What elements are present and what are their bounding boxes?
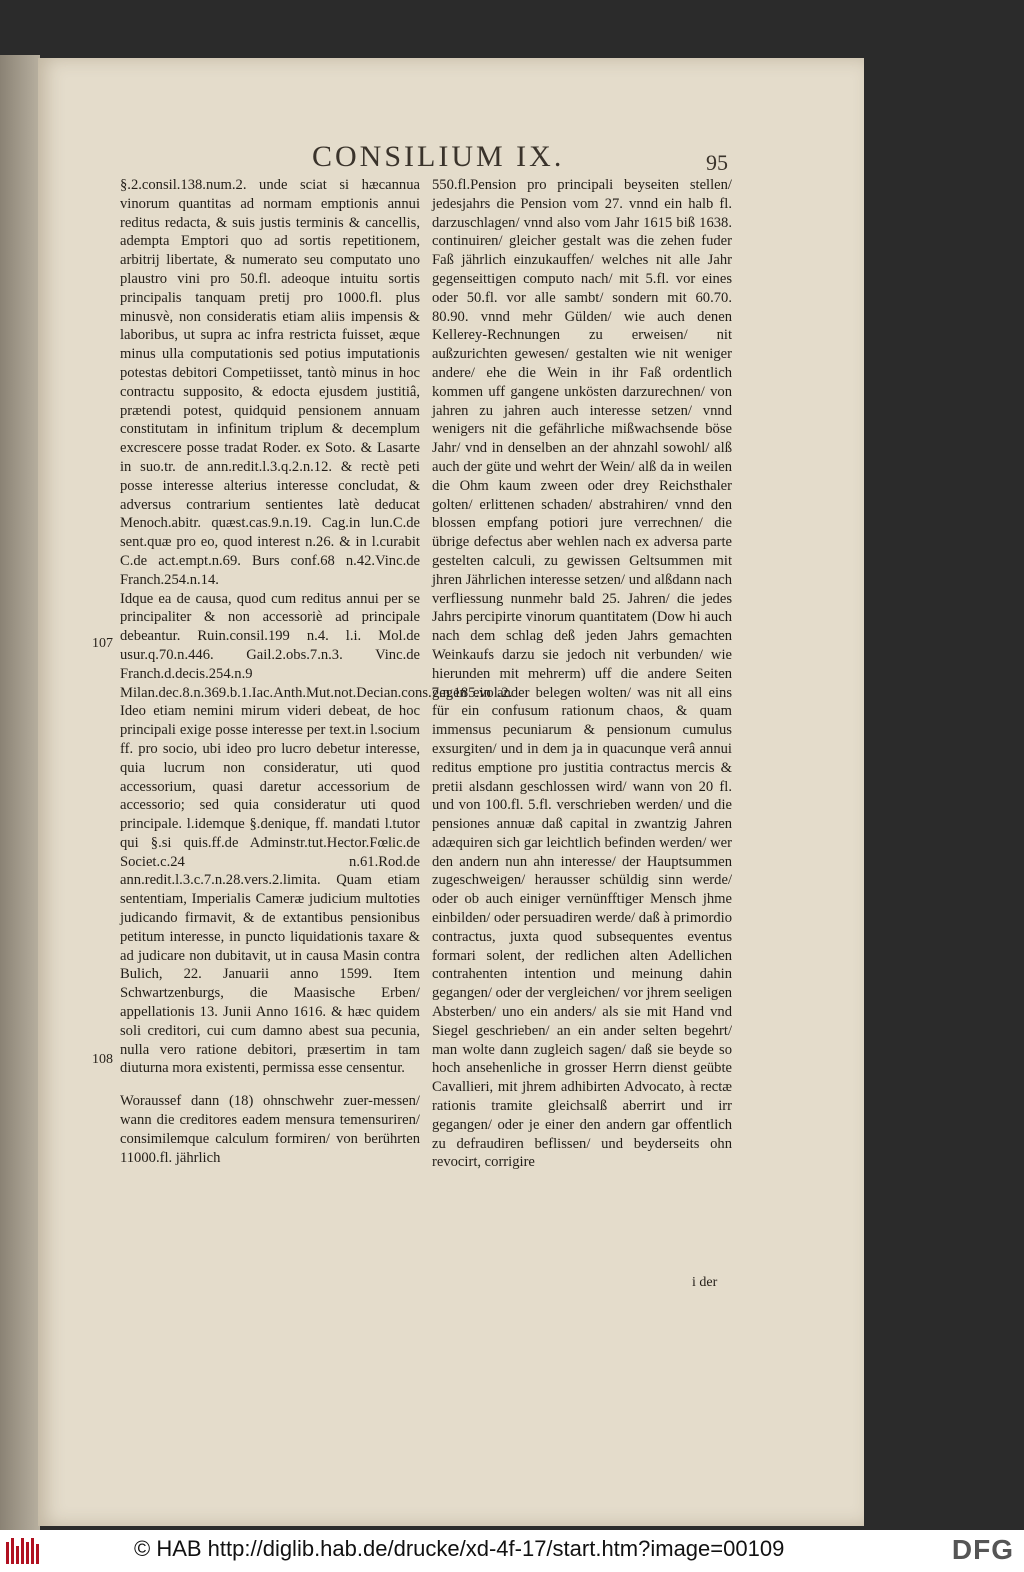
- running-head: CONSILIUM IX.: [312, 140, 565, 173]
- margin-note-107: 107: [92, 636, 113, 651]
- paragraph-gap: [120, 1078, 420, 1092]
- footer-bar: [0, 1530, 1024, 1572]
- dfg-logo: DFG: [951, 1534, 1014, 1565]
- left-paragraph-1: §.2.consil.138.num.2. unde sciat si hæcannua vinorum quantitas ad normam emptionis annui reditus redacta, & suis justis terminis & cancellis, adempta Emptori quo ad sortis repetitionem, arbitrij libertate, & numerato seu computato uno plaustro vini pro 50.fl. adeoque intuitu sortis principalis tanquam pretij pro 1000.fl. plus minusvè, non consideratis etiam aliis impensis & laboribus, ut supra ac infra restricta fuisset, æque minus ulla computationis sed potius imputationis potestas debitori Competiisset, tantò minus in hoc contractu supposito, & edocta ejusdem justitiâ, prætendi potest, quidquid pensionem annuam constitutam in infinitum triplum & decemplum excrescere posse tradat Roder. ex Soto. & Lasarte in suo.tr. de ann.redit.l.3.q.2.n.12. & rectè peti posse interesse alterius interesse concludat, & adversus contrarium sentientes latè deducat Menoch.abitr. quæst.cas.9.n.19. Cag.in lun.C.de sent.quæ pro eo, quod interest n.26. & in l.curabit C.de act.empt.n.69. Burs conf.68 n.42.Vinc.de Franch.254.n.14.: [120, 177, 420, 588]
- footer-source-link[interactable]: © HAB http://diglib.hab.de/drucke/xd-4f-17/start.htm?image=00109: [134, 1536, 785, 1561]
- previous-page-edge: [0, 55, 40, 1530]
- page-number: 95: [706, 150, 728, 175]
- margin-note-108: 108: [92, 1052, 113, 1067]
- left-column: [120, 176, 513, 1167]
- right-paragraph: 550.fl.Pension pro principali beyseiten stellen/ jedesjahrs die Pension vom 27. vnnd ein halb fl. darzuschlagen/ vnnd also vom Jahr 1615 biß 1638. continuiren/ gleicher gestalt was die zehen fuder Faß jährlich einzukauffen/ welches nit alle Jahr gegenseittigen computo nach/ mit 5.fl. vor eines oder 50.fl. vor alle sambt/ sondern mit 60.70. 80.90. vnnd mehr Gülden/ wie auch denen Kellerey-Rechnungen zu erweisen/ nit außzurichten gewesen/ gestalten wie nit weniger andere/ ehe die Wein in ihr Faß ordentlich kommen uff gangene unkösten darzurechnen/ von jahren zu jahren auch interesse setzen/ vnnd wenigers nit die gefährliche mißwachsende böse Jahr/ vnd in denselben an der ahnzahl sowohl/ alß auch der güte und wehrt der Wein/ alß da in weilen die Ohm kaum zween oder drey Reichsthaler golten/ erlittenen schaden/ abstrahiren/ vnnd den blossen empfang potiori jure verrechnen/ die übrige defectus aber wehlen nach ex adversa parte gestelten calculi, zu gewissen Geltsummen mit jhren Jährlichen interesse setzen/ und alßdann nach verfliessung nunmehr bald 25. Jahren/ die jedes Jahrs percipirte vinorum quantitatem (Dow hi auch nach dem schlag deß jeden Jahrs gemachten Weinkaufs darzu sie jedoch nit verbunden/ wie hierunden mit mehrerm) uff die andere Seiten gegen ein ander belegen wolten/ was nit all eins für ein confusum rationum chaos, & quam immensus pecuniarum & pensionum cumulus exsurgiten/ und in dem ja in quacunque verâ annui reditus emptione pro justitia contractus mercis & pretii alsdann geschlossen wird/ wann von 20 fl. und von 100.fl. 5.fl. verschrieben werden/ und die pensiones annuæ daß capital in zwantzig Jahren adæquiren sich gar leichtlich befinden werden/ wer den andern nun ahn interesse/ der Hauptsummen zugeschweigen/ herausser schüldig sinn werde/ oder ob auch einiger vernünfftiger Mensch jhme einbilden/ oder persuadiren werde/ daß à primordio contractus, juxta quod subsequentes eventus formari solent, der redlichen alten Adellichen contrahenten intention und meinung dahin gegangen/ oder der vergleichen/ vor jhrem seeligen Absterben/ uno ein anders/ als sie mit Hand vnd Siegel geschrieben/ an ein ander selten begehrt/ man wolte dann zugleich sagen/ daß sie beyde so hoch ansehenliche in grosser Herrn dienst geübte Cavallieri, mit jhrem adhibirten Advocato, à rectæ rationis tramite gleichsalß aberrirt und irr gegangen/ oder je einer den andern gar offentlich zu defraudiren beflissen/ und beyderseits ohn revocirt, corrigire: [432, 177, 732, 1171]
- hab-logo-icon: [6, 1538, 40, 1564]
- catchword: i der: [692, 1275, 718, 1290]
- left-paragraph-2: Idque ea de causa, quod cum reditus annui per se principaliter & non accessoriè ad principale debeantur. Ruin.consil.199 n.4. l.i. Mol.de usur.q.70.n.446. Gail.2.obs.7.n.3. Vinc.de Franch.d.decis.254.n.9 Milan.dec.8.n.369.b.1.Iac.Anth.Mut.not.Decian.cons.7.n.185.vol.2. Ideo etiam nemini mirum videri debeat, de hoc principali exige posse interesse per text.in l.socium ff. pro socio, ubi ideo pro lucro debetur interesse, quia lucrum non consideratur, uti quod accessorium, quasi daretur accessorium de accessorio; sed quia consideratur uti quod principale. l.idemque §.denique, ff. mandati l.tutor qui §.si quis.ff.de Adminstr.tut.Hector.Fœlic.de Societ.c.24 n.61.Rod.de ann.redit.l.3.c.7.n.28.vers.2.limita. Quam etiam sententiam, Imperialis Cameræ judicium multoties judicando firmavit, & de extantibus pensionibus petitum interesse, in puncto liquidationis taxare & ad judicare non dubitavit, ut in causa Masin contra Bulich, 22. Januarii anno 1599. Item Schwartzenburgs, die Maasische Erben/ appellationis 13. Junii Anno 1616. & hæc quidem soli creditori, cui cum damno abest sua pecunia, nulla vero ratione debitori, præsertim in tam diuturna mora existenti, permissa esse censentur.: [120, 590, 513, 1077]
- left-paragraph-3: Woraussef dann (18) ohnschwehr zuer-messen/ wann die creditores eadem mensura temensuriren/ consimilemque calculum formiren/ von berührten 11000.fl. jährlich: [120, 1093, 420, 1166]
- right-column: [432, 176, 732, 1172]
